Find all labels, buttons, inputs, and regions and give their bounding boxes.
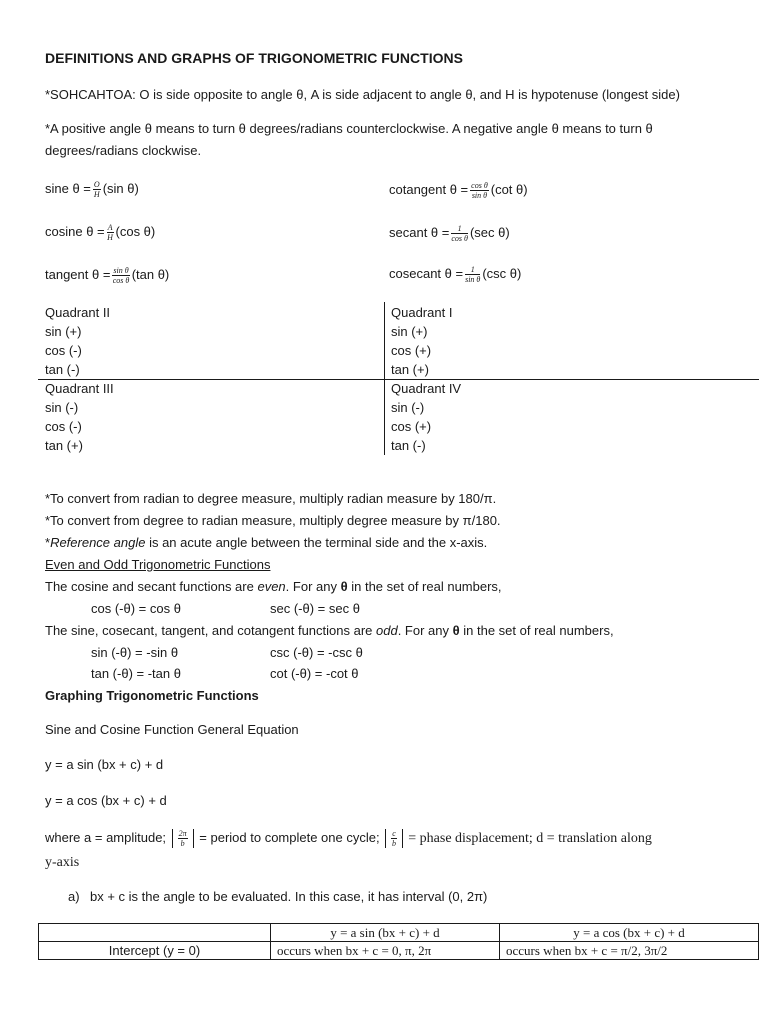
angle-note-line-2: degrees/radians clockwise. bbox=[45, 143, 202, 158]
parameter-definitions-continued: y-axis bbox=[45, 855, 80, 870]
quadrant-3-sin: sin (-) bbox=[45, 400, 79, 415]
cosine-general-equation: y = a cos (bx + c) + d bbox=[45, 793, 167, 808]
intercept-table bbox=[38, 923, 759, 960]
quadrant-3-tan: tan (+) bbox=[45, 438, 83, 453]
general-equation-heading: Sine and Cosine Function General Equation bbox=[45, 722, 299, 737]
quadrant-4-label: Quadrant IV bbox=[391, 381, 462, 396]
cot-odd-identity: cot (-θ) = -cot θ bbox=[270, 666, 359, 681]
quadrant-4-cos: cos (+) bbox=[391, 419, 432, 434]
convert-degree-to-radian: *To convert from degree to radian measure, multiply degree measure by π/180. bbox=[45, 513, 501, 528]
cosecant-definition: cosecant θ = $\frac{1}{\text{sin θ}}$ (csc θ) bbox=[389, 265, 522, 284]
phase-abs-fraction: $\frac{c}{b}$ bbox=[385, 829, 403, 848]
table-row bbox=[39, 942, 759, 960]
quadrant-3-label: Quadrant III bbox=[45, 381, 114, 396]
sine-definition: sine θ = $\frac{O}{H}$ (sin θ) bbox=[45, 180, 139, 199]
parameter-definitions: where a = amplitude; $\frac{2\pi}{b}$ = period to complete one cycle; $\frac{c}{b}$ = phase displacement; d = translation along bbox=[45, 829, 652, 848]
quadrant-1-sin: sin (+) bbox=[391, 324, 428, 339]
quadrant-2-label: Quadrant II bbox=[45, 305, 111, 320]
table-header-row bbox=[39, 924, 759, 942]
secant-definition: secant θ = $\frac{1}{\text{cos θ}}$ (sec θ) bbox=[389, 224, 510, 243]
period-abs-fraction: $\frac{2\pi}{b}$ bbox=[172, 829, 194, 848]
table-cell: Intercept (y = 0) bbox=[39, 942, 271, 960]
page-title: DEFINITIONS AND GRAPHS OF TRIGONOMETRIC FUNCTIONS bbox=[45, 50, 463, 66]
item-a-text: bx + c is the angle to be evaluated. In this case, it has interval (0, 2π) bbox=[90, 889, 488, 904]
quadrant-2-sin: sin (+) bbox=[45, 324, 82, 339]
cos-even-identity: cos (-θ) = cos θ bbox=[91, 601, 181, 616]
angle-note-line-1: *A positive angle θ means to turn θ degrees/radians counterclockwise. A negative angle θ means to turn θ bbox=[45, 121, 653, 136]
item-a-label: a) bbox=[68, 889, 80, 904]
table-cell: occurs when bx + c = π/2, 3π/2 bbox=[500, 942, 759, 960]
quadrant-1-label: Quadrant I bbox=[391, 305, 453, 320]
sohcahtoa-note: *SOHCAHTOA: O is side opposite to angle θ, A is side adjacent to angle θ, and H is hypotenuse (longest side) bbox=[45, 87, 680, 102]
reference-angle-note: *Reference angle is an acute angle between the terminal side and the x-axis. bbox=[45, 535, 488, 550]
quadrant-1-tan: tan (+) bbox=[391, 362, 429, 377]
tan-odd-identity: tan (-θ) = -tan θ bbox=[91, 666, 181, 681]
cosine-definition: cosine θ = $\frac{A}{H}$ (cos θ) bbox=[45, 223, 156, 242]
quadrant-3-cos: cos (-) bbox=[45, 419, 82, 434]
quadrant-2-cos: cos (-) bbox=[45, 343, 82, 358]
even-functions-text: The cosine and secant functions are even. For any θ in the set of real numbers, bbox=[45, 579, 502, 594]
table-header-cell: y = a sin (bx + c) + d bbox=[271, 924, 500, 942]
even-odd-heading: Even and Odd Trigonometric Functions bbox=[45, 557, 271, 572]
csc-odd-identity: csc (-θ) = -csc θ bbox=[270, 645, 363, 660]
quadrant-4-tan: tan (-) bbox=[391, 438, 426, 453]
graphing-heading: Graphing Trigonometric Functions bbox=[45, 688, 259, 703]
convert-radian-to-degree: *To convert from radian to degree measure, multiply radian measure by 180/π. bbox=[45, 491, 497, 506]
quadrant-2-tan: tan (-) bbox=[45, 362, 80, 377]
quadrant-horizontal-axis bbox=[38, 379, 759, 380]
quadrant-4-sin: sin (-) bbox=[391, 400, 425, 415]
odd-functions-text: The sine, cosecant, tangent, and cotangent functions are odd. For any θ in the set of real numbers, bbox=[45, 623, 614, 638]
sec-even-identity: sec (-θ) = sec θ bbox=[270, 601, 360, 616]
table-cell: occurs when bx + c = 0, π, 2π bbox=[271, 942, 500, 960]
tangent-definition: tangent θ = $\frac{\text{sin θ}}{\text{cos θ}}$ (tan θ) bbox=[45, 266, 170, 285]
table-header-cell: y = a cos (bx + c) + d bbox=[500, 924, 759, 942]
sin-odd-identity: sin (-θ) = -sin θ bbox=[91, 645, 179, 660]
table-header-cell bbox=[39, 924, 271, 942]
sine-general-equation: y = a sin (bx + c) + d bbox=[45, 757, 164, 772]
quadrant-1-cos: cos (+) bbox=[391, 343, 432, 358]
cotangent-definition: cotangent θ = $\frac{\text{cos θ}}{\text{sin θ}}$ (cot θ) bbox=[389, 181, 528, 200]
